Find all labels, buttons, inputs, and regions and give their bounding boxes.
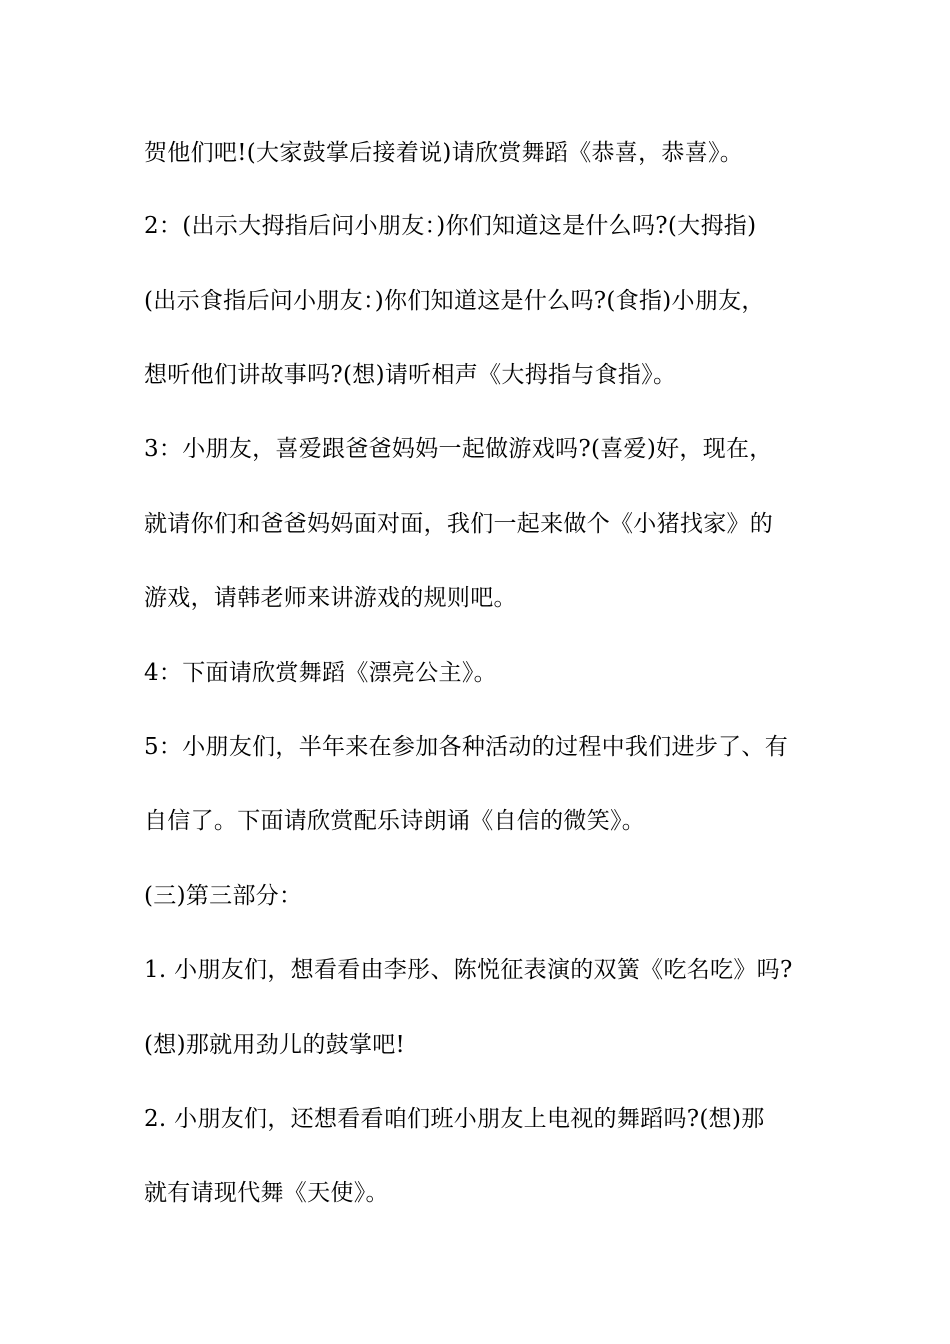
text-line: 就有请现代舞《天使》。: [144, 1180, 389, 1206]
text-line: 1. 小朋友们，想看看由李彤、陈悦征表演的双簧《吃名吃》吗?: [144, 957, 793, 983]
text-line: 就请你们和爸爸妈妈面对面，我们一起来做个《小猪找家》的: [144, 511, 774, 537]
text-line: 游戏，请韩老师来讲游戏的规则吧。: [144, 585, 517, 611]
section-heading: (三)第三部分：: [144, 883, 303, 909]
text-line: 2：(出示大拇指后问小朋友：)你们知道这是什么吗?(大拇指): [144, 213, 757, 239]
text-line: (想)那就用劲儿的鼓掌吧!: [144, 1032, 406, 1058]
text-line: 2. 小朋友们，还想看看咱们班小朋友上电视的舞蹈吗?(想)那: [144, 1106, 765, 1132]
text-line: 贺他们吧!(大家鼓掌后接着说)请欣赏舞蹈《恭喜，恭喜》。: [144, 140, 744, 166]
text-line: 5：小朋友们，半年来在参加各种活动的过程中我们进步了、有: [144, 734, 789, 760]
text-line: 自信了。下面请欣赏配乐诗朗诵《自信的微笑》。: [144, 808, 646, 834]
text-line: 3：小朋友，喜爱跟爸爸妈妈一起做游戏吗?(喜爱)好，现在，: [144, 436, 773, 462]
text-line: (出示食指后问小朋友：)你们知道这是什么吗?(食指)小朋友，: [144, 288, 765, 314]
text-line: 想听他们讲故事吗?(想)请听相声《大拇指与食指》。: [144, 362, 677, 388]
text-line: 4：下面请欣赏舞蹈《漂亮公主》。: [144, 660, 497, 686]
